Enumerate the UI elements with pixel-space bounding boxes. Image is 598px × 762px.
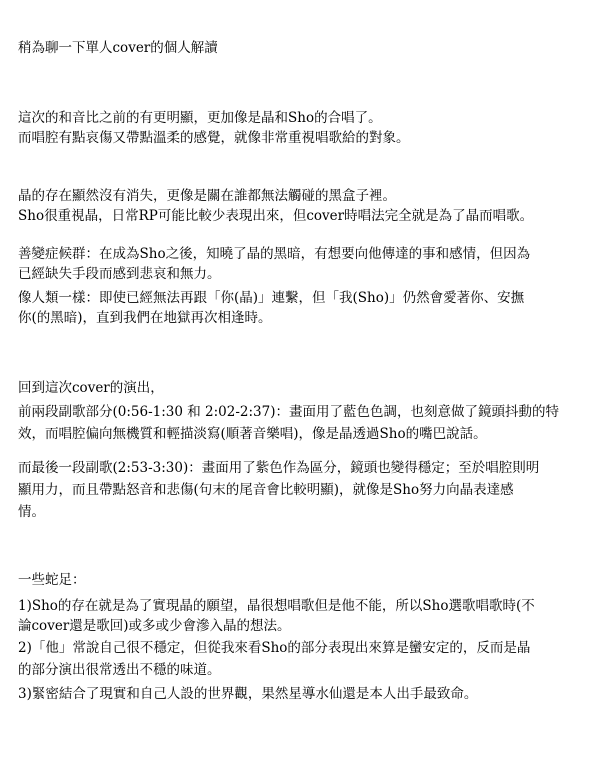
paragraph-line: 善變症候群：在成為Sho之後，知曉了晶的黑暗，有想要向他傳達的事和感情，但因為 [18, 246, 531, 262]
list-item: 3)緊密結合了現實和自己人設的世界觀，果然星導水仙還是本人出手最致命。 [18, 686, 478, 702]
paragraph-line: 回到這次cover的演出， [18, 380, 164, 396]
list-item: 2)「他」常說自己很不穩定，但從我來看Sho的部分表現出來算是蠻安定的，反而是晶 [18, 640, 531, 656]
intro-line: 稍為聊一下單人cover的個人解讀 [18, 40, 218, 56]
list-item-cont: 論cover還是歌回)或多或少會滲入晶的想法。 [18, 618, 291, 634]
paragraph-line: 晶的存在顯然沒有消失，更像是關在誰都無法觸碰的黑盒子裡。 [18, 188, 396, 204]
paragraph-line: 已經缺失手段而感到悲哀和無力。 [18, 266, 221, 282]
paragraph-line: 顯用力，而且帶點怒音和悲傷(句末的尾音會比較明顯)，就像是Sho努力向晶表達感 [18, 482, 514, 498]
paragraph-line: 你(的黑暗)，直到我們在地獄再次相逢時。 [18, 310, 272, 326]
section-heading: 一些蛇足： [18, 572, 86, 588]
paragraph-line: Sho很重視晶，日常RP可能比較少表現出來，但cover時唱法完全就是為了晶而唱歌。 [18, 208, 534, 224]
paragraph-line: 像人類一樣：即使已經無法再跟「你(晶)」連繫，但「我(Sho)」仍然會愛著你、安撫 [18, 290, 525, 306]
paragraph-line: 這次的和音比之前的有更明顯，更加像是晶和Sho的合唱了。 [18, 110, 382, 126]
list-item: 1)Sho的存在就是為了實現晶的願望，晶很想唱歌但是他不能，所以Sho選歌唱歌時(不 [18, 598, 535, 614]
list-item-cont: 的部分演出很常透出不穩的味道。 [18, 662, 221, 678]
paragraph-line: 情。 [18, 504, 45, 520]
paragraph-line: 而最後一段副歌(2:53-3:30)：畫面用了紫色作為區分，鏡頭也變得穩定；至於唱腔則明 [18, 460, 540, 476]
paragraph-line: 前兩段副歌部分(0:56-1:30 和 2:02-2:37)：畫面用了藍色色調，也刻意做了鏡頭抖動的特 [18, 404, 560, 420]
paragraph-line: 效，而唱腔偏向無機質和輕描淡寫(順著音樂唱)，像是晶透過Sho的嘴巴說話。 [18, 426, 487, 442]
paragraph-line: 而唱腔有點哀傷又帶點溫柔的感覺，就像非常重視唱歌給的對象。 [18, 130, 410, 146]
